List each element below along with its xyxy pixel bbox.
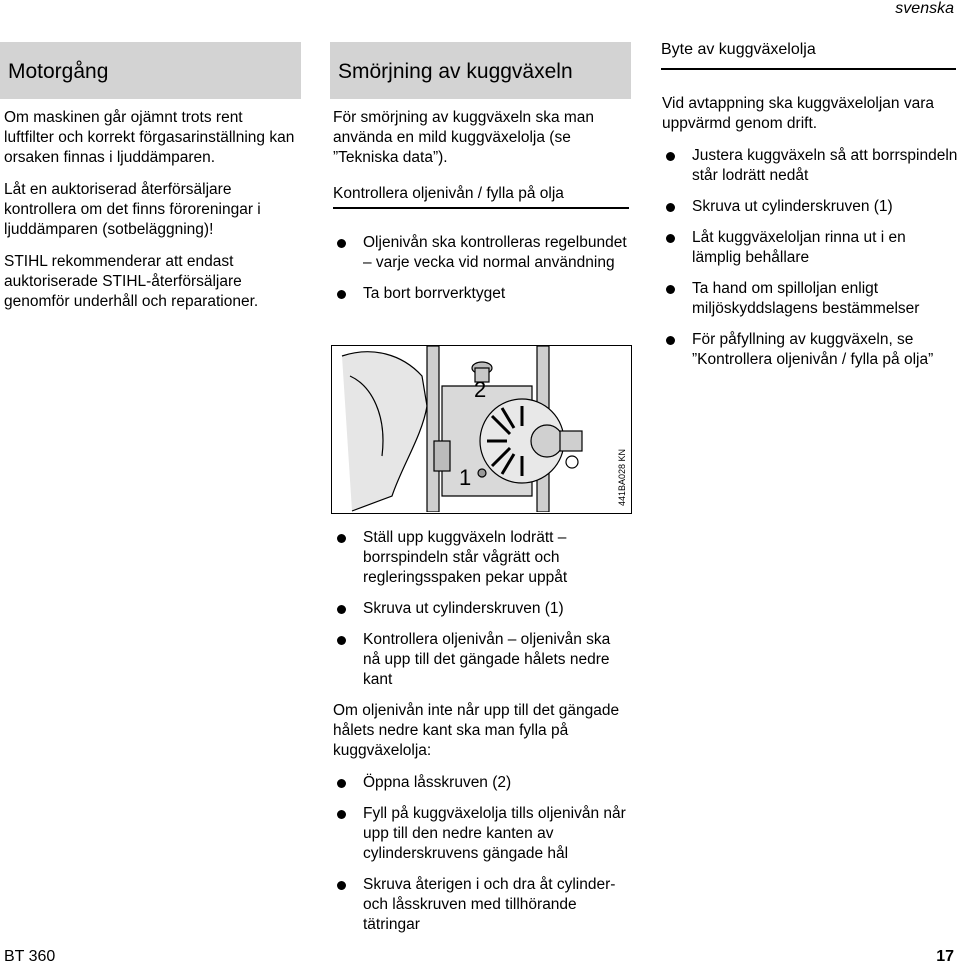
section-title: Smörjning av kuggväxeln — [338, 60, 573, 83]
paragraph: Vid avtappning ska kuggväxeloljan vara uppvärmd genom drift. — [662, 95, 935, 132]
list-item: Öppna låsskruven (2) — [333, 773, 629, 793]
list-item: Skruva ut cylinderskruven (1) — [333, 599, 629, 619]
callout-2: 2 — [474, 377, 487, 402]
list-item: Skruva återigen i och dra åt cylinder- och låsskruven med tillhörande tätringar — [333, 875, 629, 935]
section-header-byte — [661, 40, 956, 70]
col1-body — [4, 108, 296, 324]
paragraph: Låt en auktoriserad återförsäljare kontrollera om det finns föroreningar i ljuddämparen (sotbeläggning)! — [4, 181, 261, 238]
list-item: Kontrollera oljenivån – oljenivån ska nå upp till det gängade hålets nedre kant — [333, 630, 629, 690]
bullet-list — [333, 773, 629, 935]
paragraph: För smörjning av kuggväxeln ska man använda en mild kuggväxelolja (se ”Tekniska data”). — [333, 109, 595, 166]
footer-model: BT 360 — [4, 948, 56, 965]
paragraph: Om maskinen går ojämnt trots rent luftfilter och korrekt förgasarinställning kan orsaken finnas i ljuddämparen. — [4, 109, 295, 166]
paragraph: STIHL rekommenderar att endast auktoriserade STIHL-återförsäljare genomför underhåll och reparationer. — [4, 253, 259, 310]
subheading: Kontrollera oljenivån / fylla på olja — [333, 184, 629, 209]
section-title: Motorgång — [8, 60, 109, 83]
bullet-list — [662, 146, 958, 370]
language-label: svenska — [895, 0, 954, 17]
list-item: Ta hand om spilloljan enligt miljöskyddslagens bestämmelser — [662, 279, 958, 319]
section-header-smorjning — [330, 42, 631, 99]
list-item: Låt kuggväxeloljan rinna ut i en lämplig behållare — [662, 228, 958, 268]
callout-1: 1 — [459, 465, 472, 490]
list-item: Justera kuggväxeln så att borrspindeln står lodrätt nedåt — [662, 146, 958, 186]
section-title: Byte av kuggväxelolja — [661, 41, 816, 58]
list-item: Skruva ut cylinderskruven (1) — [662, 197, 958, 217]
page-number: 17 — [936, 948, 954, 965]
list-item: Oljenivån ska kontrolleras regelbundet – varje vecka vid normal användning — [333, 233, 629, 273]
list-item: Ställ upp kuggväxeln lodrätt – borrspindeln står vågrätt och regleringsspaken pekar uppåt — [333, 528, 629, 588]
col2-top — [333, 108, 629, 315]
list-item: Ta bort borrverktyget — [333, 284, 629, 304]
section-header-motorgang — [0, 42, 301, 99]
gearbox-figure — [331, 345, 632, 514]
divider — [661, 68, 956, 70]
figure-code: 441BA028 KN — [617, 448, 627, 506]
col2-bottom — [333, 528, 629, 946]
bullet-list — [333, 233, 629, 304]
list-item: Fyll på kuggväxelolja tills oljenivån når upp till den nedre kanten av cylinderskruvens gängade hål — [333, 804, 629, 864]
list-item: För påfyllning av kuggväxeln, se ”Kontrollera oljenivån / fylla på olja” — [662, 330, 958, 370]
col3-body — [662, 94, 958, 381]
paragraph: Om oljenivån inte når upp till det gängade hålets nedre kant ska man fylla på kuggväxelolja: — [333, 702, 620, 759]
bullet-list — [333, 528, 629, 690]
gearbox-illustration — [332, 346, 630, 512]
